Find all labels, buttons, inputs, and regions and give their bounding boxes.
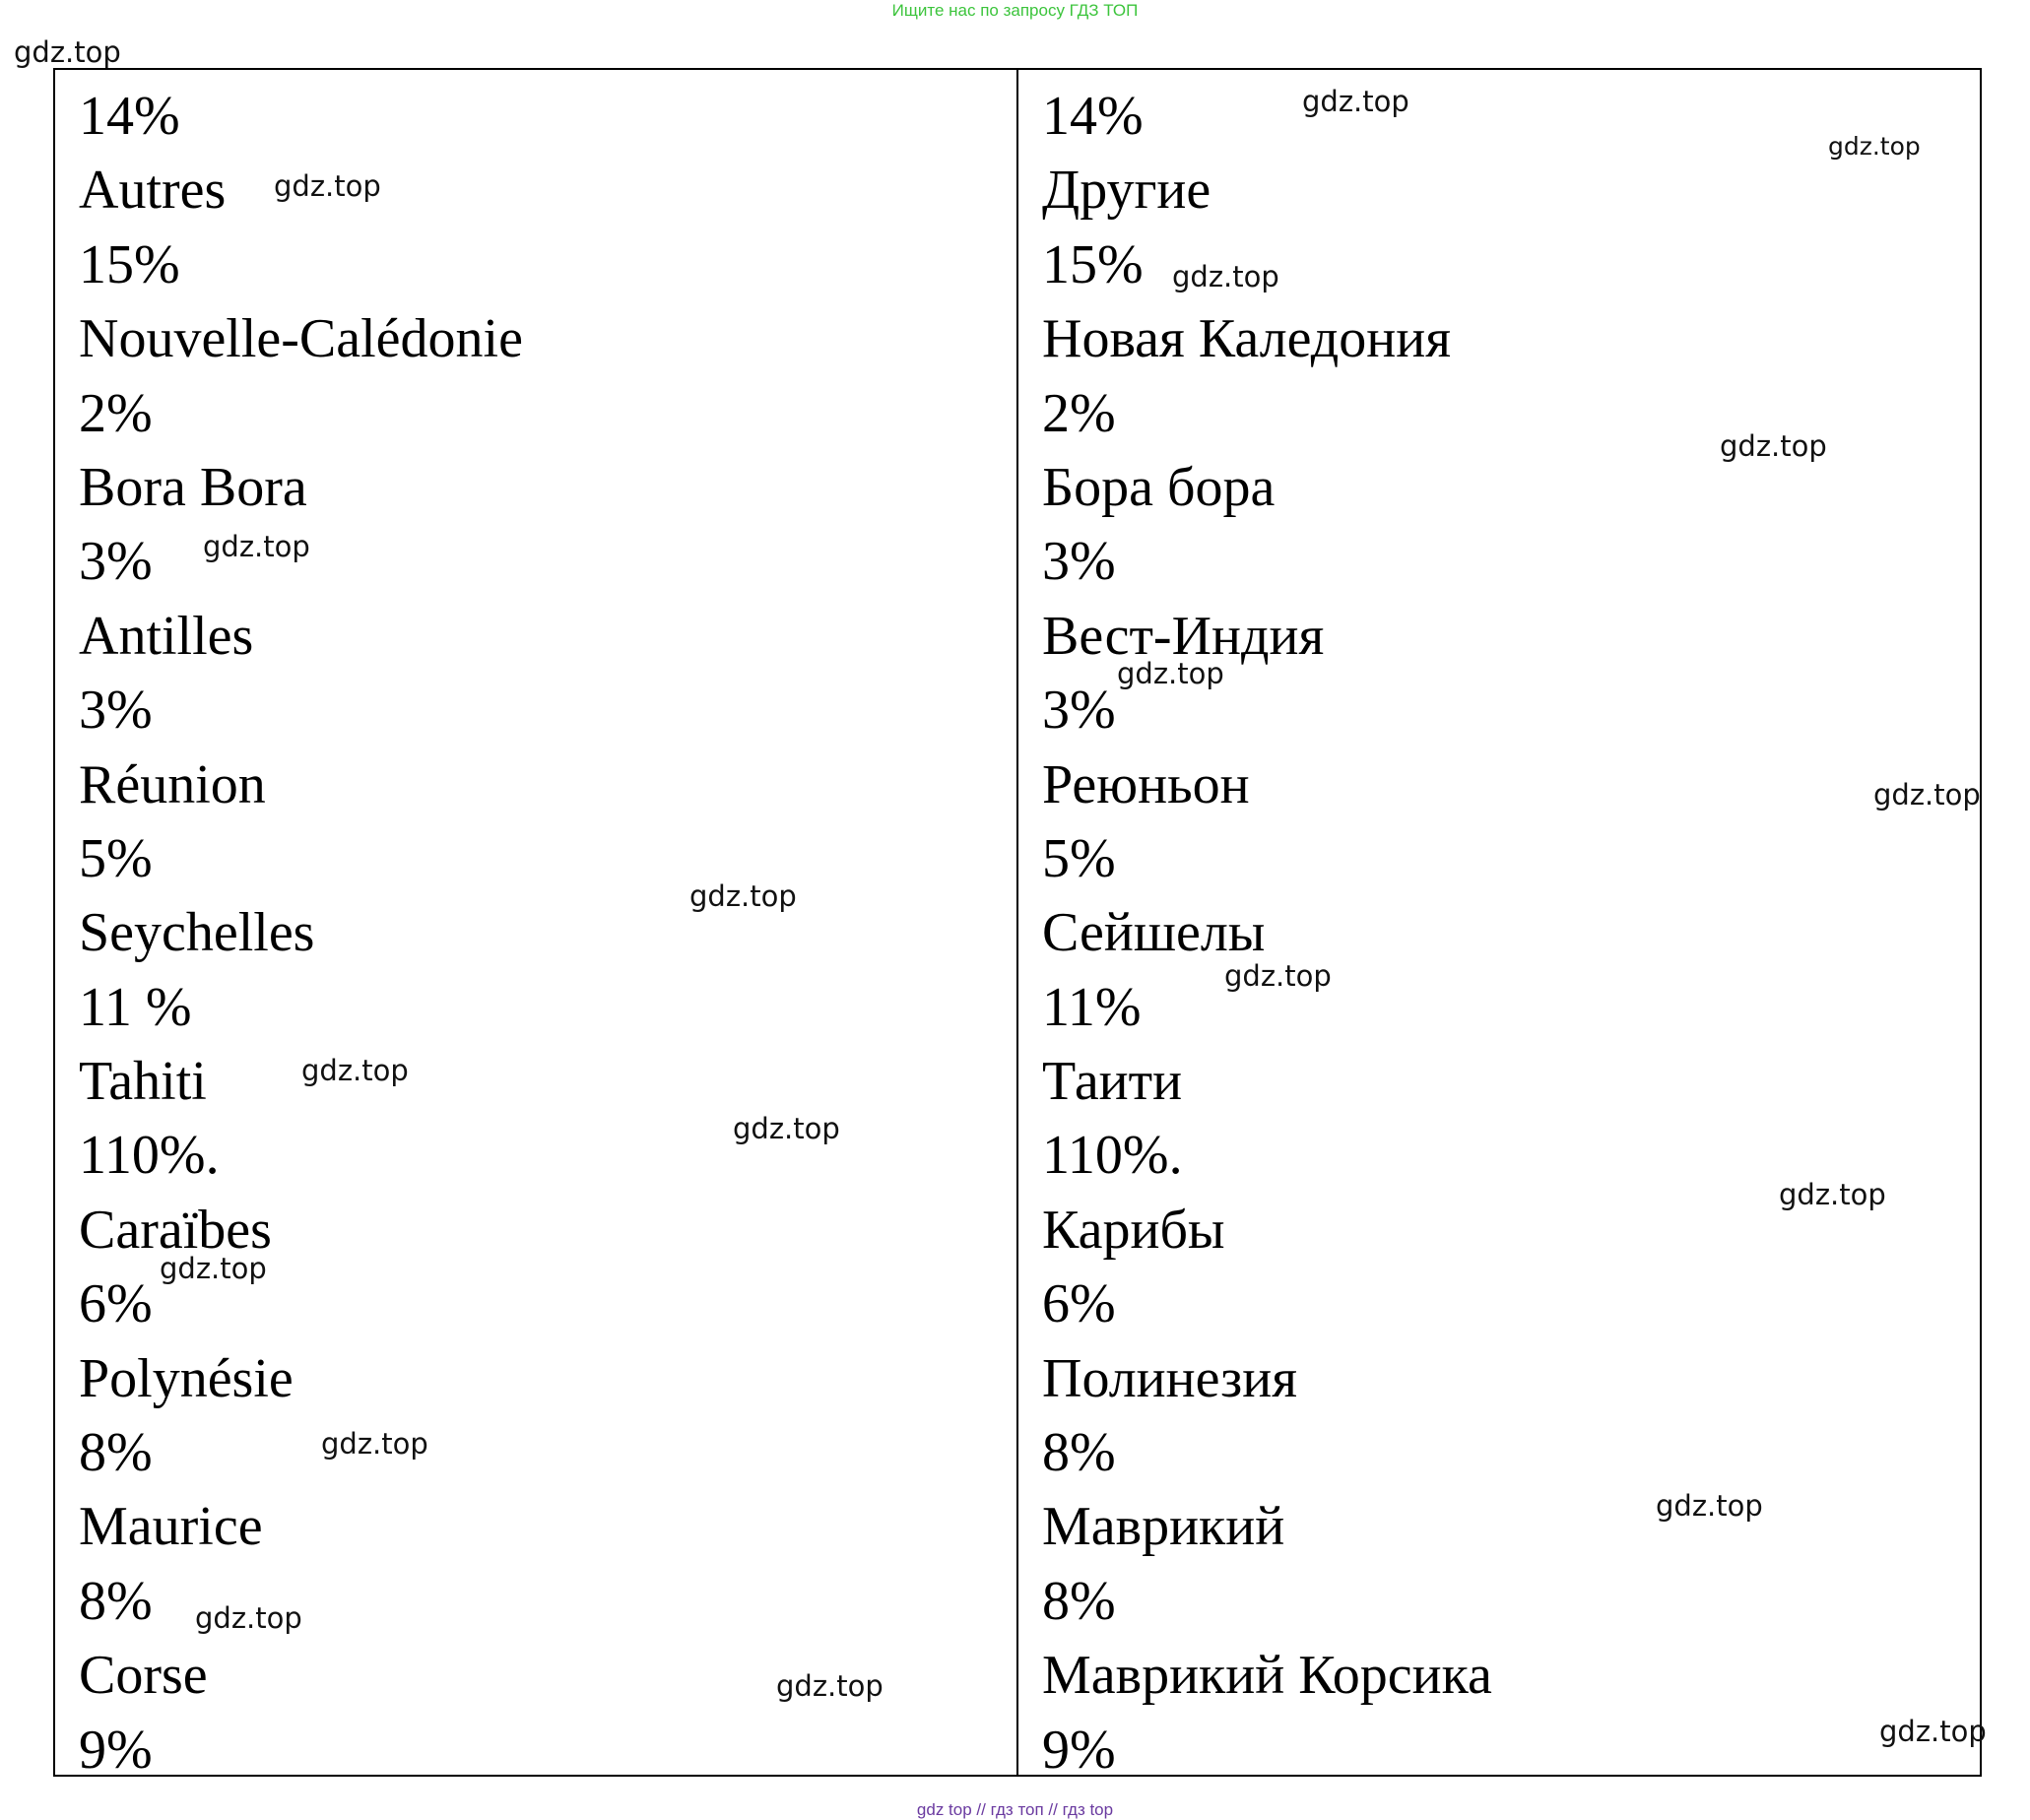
french-row: Nouvelle-Calédonie — [79, 308, 523, 370]
watermark: gdz.top — [274, 169, 381, 203]
watermark: gdz.top — [203, 530, 310, 563]
french-row: Bora Bora — [79, 456, 307, 518]
french-row: 8% — [79, 1570, 153, 1632]
watermark: gdz.top — [195, 1601, 302, 1635]
watermark: gdz.top — [776, 1669, 884, 1703]
french-row: 3% — [79, 531, 153, 593]
watermark: gdz.top — [1656, 1489, 1763, 1523]
russian-row: Реюньон — [1042, 753, 1250, 815]
watermark: gdz.top — [1828, 132, 1921, 161]
watermark: gdz.top — [1779, 1178, 1886, 1211]
french-row: Tahiti — [79, 1051, 207, 1113]
french-row: 5% — [79, 827, 153, 889]
french-row: 6% — [79, 1273, 153, 1335]
watermark: gdz.top — [1873, 778, 1981, 812]
watermark: gdz.top — [1720, 429, 1827, 463]
french-row: 11 % — [79, 976, 192, 1038]
watermark: gdz.top — [1117, 657, 1224, 690]
french-row: 15% — [79, 233, 180, 295]
russian-row: 110%. — [1042, 1125, 1183, 1187]
french-row: 9% — [79, 1719, 153, 1781]
watermark: gdz.top — [160, 1252, 267, 1285]
watermark: gdz.top — [1224, 959, 1332, 993]
russian-row: 9% — [1042, 1719, 1116, 1781]
french-row: Corse — [79, 1645, 208, 1707]
french-row: Caraïbes — [79, 1199, 272, 1261]
french-row: Maurice — [79, 1496, 263, 1558]
russian-row: Бора бора — [1042, 456, 1276, 518]
french-row: Polynésie — [79, 1347, 294, 1409]
french-row: 14% — [79, 86, 180, 147]
russian-column — [1018, 70, 1980, 1781]
russian-row: Маврикий — [1042, 1496, 1285, 1558]
watermark: gdz.top — [1879, 1715, 1987, 1748]
french-row: Autres — [79, 160, 227, 222]
footer-links: gdz top // гдз топ // гдз top — [916, 1800, 1114, 1819]
watermark: gdz.top — [301, 1054, 409, 1087]
russian-row: 15% — [1042, 233, 1144, 295]
watermark: gdz.top — [14, 35, 121, 69]
russian-row: 3% — [1042, 680, 1116, 742]
watermark: gdz.top — [689, 879, 797, 913]
russian-row: Карибы — [1042, 1199, 1225, 1261]
french-row: 110%. — [79, 1125, 220, 1187]
russian-row: 5% — [1042, 827, 1116, 889]
french-row: 8% — [79, 1422, 153, 1484]
russian-row: 8% — [1042, 1570, 1116, 1632]
french-column — [55, 70, 1018, 1781]
search-hint-banner: Ищите нас по запросу ГДЗ ТОП — [891, 1, 1139, 20]
russian-row: 2% — [1042, 382, 1116, 444]
watermark: gdz.top — [733, 1112, 840, 1145]
russian-row: Сейшелы — [1042, 902, 1266, 964]
french-row: Seychelles — [79, 902, 315, 964]
russian-row: 6% — [1042, 1273, 1116, 1335]
russian-row: 8% — [1042, 1422, 1116, 1484]
watermark: gdz.top — [1302, 85, 1409, 118]
russian-row: Новая Каледония — [1042, 308, 1451, 370]
french-row: 3% — [79, 680, 153, 742]
watermark: gdz.top — [1172, 260, 1279, 293]
russian-row: Другие — [1042, 160, 1211, 222]
french-row: Réunion — [79, 753, 266, 815]
french-row: Antilles — [79, 605, 254, 667]
russian-row: Таити — [1042, 1051, 1183, 1113]
russian-row: Маврикий Корсика — [1042, 1645, 1492, 1707]
french-row: 2% — [79, 382, 153, 444]
russian-row: Вест-Индия — [1042, 605, 1325, 667]
russian-row: 14% — [1042, 86, 1144, 147]
russian-row: 11% — [1042, 976, 1142, 1038]
russian-row: 3% — [1042, 531, 1116, 593]
watermark: gdz.top — [321, 1427, 428, 1461]
russian-row: Полинезия — [1042, 1347, 1297, 1409]
